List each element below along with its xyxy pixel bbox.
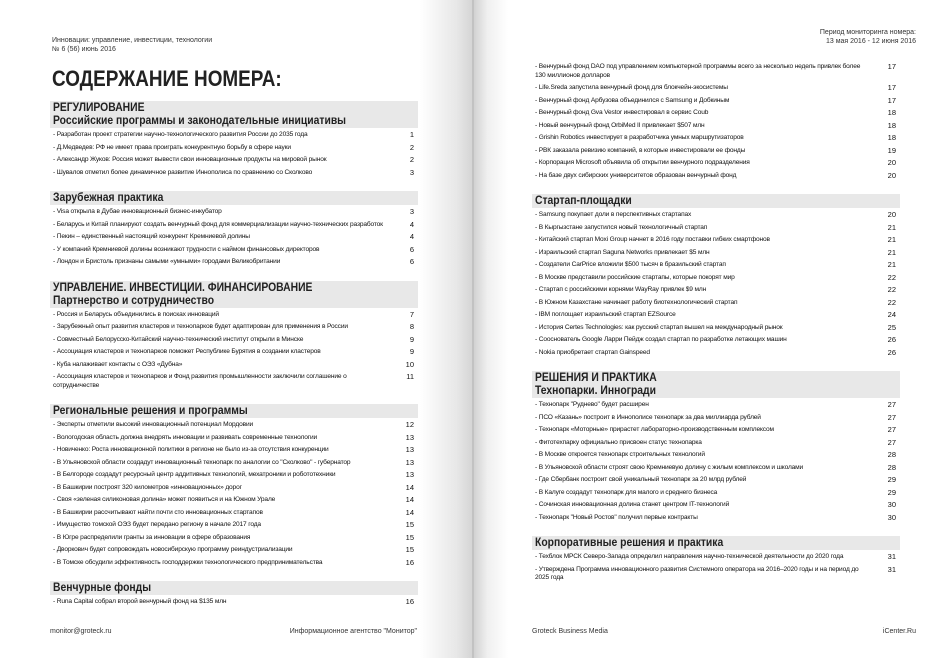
toc-entry-page-number: 20	[887, 210, 896, 219]
toc-entry[interactable]	[532, 120, 900, 133]
toc-entry-page-number: 17	[887, 83, 896, 92]
toc-entry-title: - Шувалов отметил более динамичное развитие Иннополиса по сравнению со Сколково	[53, 168, 313, 176]
section-header	[50, 281, 418, 308]
toc-entry[interactable]	[50, 432, 418, 445]
toc-entry[interactable]	[532, 462, 900, 475]
toc-entry-page-number: 17	[887, 95, 896, 105]
toc-entry-title: - В Башкирии рассчитывают найти почти сто инновационных стартапов	[53, 508, 263, 516]
toc-entry-title: - Стартап с российскими корнями WayRay привлек $9 млн	[535, 286, 707, 293]
toc-entry-page-number: 11	[406, 372, 414, 381]
toc-entry-title: - Life.Sreda запустила венчурный фонд для блокчейн-экосистемы	[535, 84, 728, 91]
toc-entry[interactable]	[532, 424, 900, 437]
toc-entry[interactable]	[532, 107, 900, 120]
toc-entry[interactable]	[50, 129, 418, 142]
section-header	[532, 194, 900, 208]
toc-entry-title: - В Калуге создадут технопарк для малого и среднего бизнеса	[535, 488, 718, 496]
toc-entry-page-number: 2	[409, 142, 414, 152]
toc-entry-page-number: 14	[405, 495, 414, 504]
toc-entry-page-number: 3	[409, 167, 414, 177]
toc-entry-title: - Создатели CarPrice вложили $500 тысяч в бразильский стартап	[535, 261, 726, 268]
section-header	[50, 191, 418, 205]
toc-entry[interactable]	[50, 494, 418, 507]
toc-item-list	[532, 60, 900, 182]
toc-item-list	[50, 595, 418, 609]
toc-entry[interactable]	[50, 321, 418, 334]
toc-entry-page-number: 7	[409, 309, 414, 319]
toc-entry[interactable]	[532, 347, 900, 360]
toc-entry[interactable]	[50, 544, 418, 557]
toc-entry-page-number: 30	[887, 500, 896, 509]
section-category: УПРАВЛЕНИЕ. ИНВЕСТИЦИИ. ФИНАНСИРОВАНИЕ	[53, 281, 313, 294]
toc-entry[interactable]	[532, 334, 900, 347]
toc-entry[interactable]	[532, 157, 900, 170]
toc-entry-title: - Grishin Robotics инвестирует в разработчика умных маршрутизаторов	[535, 134, 744, 141]
section-title: Стартап-площадки	[535, 195, 632, 207]
toc-entry-page-number: 26	[887, 347, 896, 357]
section-title: Зарубежная практика	[53, 192, 164, 204]
toc-entry-page-number: 8	[409, 322, 414, 331]
toc-entry-page-number: 21	[887, 260, 896, 269]
toc-entry-page-number: 18	[887, 133, 896, 142]
toc-entry-page-number: 1	[409, 130, 414, 139]
toc-entry[interactable]	[532, 209, 900, 222]
toc-entry-title: - Венчурный фонд DAO под управлением компьютерной программы всего за несколько недель привлек более 130 миллионов долларов	[535, 63, 861, 79]
toc-entry-page-number: 26	[887, 335, 896, 344]
page-title: СОДЕРЖАНИЕ НОМЕРА:	[52, 66, 282, 91]
toc-entry[interactable]	[50, 532, 418, 545]
toc-entry[interactable]	[532, 61, 900, 82]
toc-entry-title: - Д.Медведев: РФ не имеет права проиграть конкурентную борьбу в сфере науки	[53, 143, 291, 151]
toc-entry-page-number: 13	[405, 445, 414, 454]
toc-entry[interactable]	[532, 322, 900, 335]
toc-entry[interactable]	[50, 507, 418, 520]
toc-entry-title: - Александр Жуков: Россия может вывести свои инновационные продукты на мировой рынок	[53, 156, 327, 163]
toc-entry[interactable]	[50, 256, 418, 269]
toc-entry-page-number: 4	[409, 232, 414, 241]
section-title: Технопарки. Инногради	[535, 385, 656, 397]
toc-entry[interactable]	[50, 359, 418, 372]
toc-entry-title: - Венчурный фонд Gva Vestor инвестировал в сервис Coub	[535, 109, 709, 116]
toc-entry[interactable]	[532, 272, 900, 285]
section-header	[532, 371, 900, 398]
toc-entry[interactable]	[532, 512, 900, 525]
toc-entry-page-number: 20	[887, 170, 896, 180]
toc-entry-title: - ПСО «Казань» построит в Иннополисе технопарк за два миллиарда рублей	[535, 413, 761, 421]
toc-entry-title: - Технопарк «Моторные» прирастет лабораторно-производственным комплексом	[535, 426, 774, 433]
section-title: Партнерство и сотрудничество	[53, 294, 215, 307]
toc-entry-title: - Эксперты отметили высокий инновационный потенциал Мордовии	[53, 421, 254, 428]
toc-entry-page-number: 22	[887, 272, 896, 282]
toc-entry[interactable]	[532, 551, 900, 564]
toc-entry-page-number: 29	[887, 487, 896, 497]
toc-entry-title: - В Томске обсудили эффективность господдержки технологического предпринимательства	[53, 558, 323, 566]
toc-entry[interactable]	[50, 444, 418, 457]
toc-item-list	[532, 208, 900, 359]
toc-entry[interactable]	[50, 482, 418, 495]
monitoring-period	[820, 28, 916, 46]
toc-item-list	[532, 550, 900, 585]
section-title: Венчурные фонды	[53, 582, 152, 594]
toc-entry-page-number: 31	[887, 564, 896, 574]
toc-entry-title: - Израильский стартап Saguna Networks привлекает $5 млн	[535, 248, 710, 256]
toc-entry[interactable]	[532, 487, 900, 500]
toc-entry-page-number: 18	[887, 108, 896, 117]
toc-entry-title: - Лондон и Бристоль признаны самыми «умными» городами Великобритании	[53, 258, 281, 265]
period-dates: 13 мая 2016 - 12 июня 2016	[825, 38, 916, 45]
table-of-contents-left	[50, 101, 418, 621]
toc-entry-page-number: 31	[887, 552, 896, 561]
toc-entry-page-number: 22	[887, 297, 896, 307]
toc-entry-title: - Венчурный фонд Арбузова объединился с Samsung и Добкиным	[535, 96, 730, 104]
toc-entry[interactable]	[50, 469, 418, 482]
toc-entry[interactable]	[50, 142, 418, 155]
toc-entry[interactable]	[532, 437, 900, 450]
toc-entry-page-number: 28	[887, 462, 896, 472]
toc-section	[50, 581, 418, 609]
toc-item-list	[532, 398, 900, 524]
toc-entry[interactable]	[532, 170, 900, 183]
toc-section	[50, 101, 418, 179]
toc-entry[interactable]	[50, 596, 418, 609]
toc-entry-title: - Сочинская инновационная долина станет центром IT-технологий	[535, 501, 730, 508]
toc-entry[interactable]	[532, 284, 900, 297]
section-header	[50, 404, 418, 418]
toc-entry-title: - Корпорация Microsoft объявила об открытии венчурного подразделения	[535, 159, 750, 166]
toc-entry-title: - Разработан проект стратегии научно-технологического развития России до 2035 года	[53, 131, 308, 138]
toc-entry-title: - В Ульяновской области создадут инновационный технопарк по аналогии со "Сколково" - губернатор	[53, 458, 351, 466]
toc-entry[interactable]	[50, 457, 418, 470]
toc-entry-page-number: 14	[405, 507, 414, 517]
section-header	[532, 536, 900, 550]
toc-entry-title: - В Москве откроется технопарк строительных технологий	[535, 451, 705, 458]
toc-entry[interactable]	[532, 309, 900, 322]
toc-entry-title: - РВК заказала ревизию компаний, в которые инвестировали ее фонды	[535, 146, 746, 154]
toc-entry[interactable]	[532, 132, 900, 145]
toc-entry-title: - В Белгороде создадут ресурсный центр аддитивных технологий, мехатроники и робототехники	[53, 471, 336, 478]
toc-entry-page-number: 28	[887, 450, 896, 459]
toc-entry[interactable]	[50, 231, 418, 244]
toc-entry-page-number: 25	[887, 322, 896, 332]
section-header	[50, 101, 418, 128]
toc-section	[532, 536, 900, 585]
period-label: Период мониторинга номера:	[819, 29, 916, 36]
toc-entry-page-number: 13	[405, 432, 414, 442]
toc-entry-title: - Новиченко: Роста инновационной политики в регионе не было из-за отсутствия конкуренции	[53, 446, 329, 453]
toc-entry[interactable]	[50, 371, 418, 392]
toc-entry-title: - В Южном Казахстане начинает работу биотехнологический стартап	[535, 298, 738, 306]
toc-entry-page-number: 15	[405, 520, 414, 529]
toc-entry-page-number: 21	[887, 235, 896, 244]
footer-email[interactable]: monitor@groteck.ru	[50, 628, 112, 635]
toc-entry-page-number: 4	[409, 219, 414, 229]
toc-entry-title: - Беларусь и Китай планируют создать венчурный фонд для коммерциализации научно-технических разработок	[53, 220, 383, 228]
toc-entry[interactable]	[532, 449, 900, 462]
toc-entry-page-number: 27	[887, 400, 896, 409]
toc-entry[interactable]	[50, 244, 418, 257]
toc-entry-page-number: 15	[405, 532, 414, 542]
toc-entry-title: - В Башкирии построят 320 километров «инновационных» дорог	[53, 483, 242, 491]
toc-entry-page-number: 16	[405, 597, 414, 606]
toc-entry-title: - На базе двух сибирских университетов образован венчурный фонд	[535, 171, 737, 179]
toc-entry-page-number: 12	[405, 420, 414, 429]
toc-entry[interactable]	[50, 154, 418, 167]
toc-entry-title: - Своя «зеленая силиконовая долина» может появиться и на Южном Урале	[53, 496, 276, 503]
toc-entry[interactable]	[532, 222, 900, 235]
toc-entry-title: - Nokia приобретает стартап Gainspeed	[535, 348, 650, 356]
toc-item-list	[50, 128, 418, 179]
toc-entry-title: - Ассоциация кластеров и технопарков и Фонд развития промышленности заключили соглашение о сотрудничестве	[53, 373, 347, 389]
toc-item-list	[50, 205, 418, 269]
toc-entry-title: - В Ульяновской области строят свою Кремниевую долину с жилым комплексом и школами	[535, 463, 804, 471]
toc-entry-page-number: 24	[887, 310, 896, 319]
toc-entry-page-number: 2	[409, 155, 414, 164]
toc-entry[interactable]	[532, 297, 900, 310]
toc-entry-title: - Куба налаживает контакты с ОЭЗ «Дубна»	[53, 360, 183, 368]
toc-entry-page-number: 19	[887, 145, 896, 155]
toc-section	[50, 281, 418, 393]
toc-entry[interactable]	[532, 474, 900, 487]
toc-entry-title: - Зарубежный опыт развития кластеров и технопарков будет адаптирован для применения в России	[53, 323, 348, 330]
toc-entry-title: - Где Сбербанк построит свой уникальный технопарк за 20 млрд рублей	[535, 476, 747, 483]
toc-section	[532, 60, 900, 182]
toc-entry-title: - Новый венчурный фонд OrbiMed II привлекает $507 млн	[535, 121, 705, 129]
toc-entry-page-number: 3	[409, 207, 414, 216]
toc-entry-title: - Samsung покупает доли в перспективных стартапах	[535, 211, 692, 218]
toc-entry[interactable]	[50, 206, 418, 219]
toc-entry-page-number: 21	[887, 222, 896, 232]
toc-entry-page-number: 30	[887, 512, 896, 522]
toc-entry[interactable]	[50, 419, 418, 432]
toc-entry[interactable]	[50, 346, 418, 359]
toc-entry-title: - Россия и Беларусь объединились в поисках инноваций	[53, 310, 219, 318]
section-title: Российские программы и законодательные инициативы	[53, 115, 347, 127]
toc-entry-title: - Дворкович будет сопровождать новосибирскую программу реиндустриализации	[53, 546, 293, 553]
toc-entry-page-number: 20	[887, 158, 896, 167]
toc-entry-page-number: 9	[409, 334, 414, 344]
toc-section	[50, 404, 418, 569]
table-of-contents-right	[532, 60, 900, 597]
toc-entry-title: - Фитотехпарку официально присвоен статус технопарка	[535, 438, 702, 446]
right-page	[473, 0, 946, 658]
toc-entry-page-number: 21	[887, 247, 896, 257]
toc-entry[interactable]	[532, 145, 900, 158]
toc-entry-title: - Сооснователь Google Ларри Пейдж создал стартап по разработке летающих машин	[535, 336, 787, 343]
toc-entry-page-number: 13	[405, 457, 414, 467]
section-category: РЕШЕНИЯ И ПРАКТИКА	[535, 372, 657, 384]
toc-entry-title: - Вологодская область должна внедрять инновации и развивать современные технологии	[53, 433, 318, 441]
toc-entry-title: - Технопарк "Новый Ростов" получил первые контракты	[535, 513, 698, 521]
toc-entry-page-number: 17	[887, 62, 896, 71]
toc-entry[interactable]	[50, 519, 418, 532]
journal-header	[52, 36, 212, 54]
toc-item-list	[50, 418, 418, 569]
toc-entry[interactable]	[50, 167, 418, 180]
toc-entry-page-number: 27	[887, 437, 896, 447]
toc-entry-page-number: 15	[405, 545, 414, 554]
footer-site[interactable]: iCenter.Ru	[882, 628, 916, 635]
toc-entry[interactable]	[532, 95, 900, 108]
toc-entry[interactable]	[50, 334, 418, 347]
toc-entry-title: - Runa Capital собрал второй венчурный фонд на $135 млн	[53, 598, 227, 605]
toc-entry-page-number: 16	[405, 557, 414, 567]
toc-entry-page-number: 6	[409, 244, 414, 254]
toc-entry-title: - IBM поглощает израильский стартап EZSource	[535, 311, 676, 318]
toc-entry[interactable]	[532, 259, 900, 272]
toc-entry-title: - Утверждена Программа инновационного развития Системного оператора на 2016–2020 годы и на период до 2025 года	[535, 565, 859, 581]
toc-section	[50, 191, 418, 269]
toc-entry-page-number: 13	[405, 470, 414, 479]
section-category: РЕГУЛИРОВАНИЕ	[53, 102, 145, 114]
toc-entry[interactable]	[532, 82, 900, 95]
toc-entry[interactable]	[50, 219, 418, 232]
toc-item-list	[50, 308, 418, 393]
toc-entry-title: - У компаний Кремниевой долины возникают трудности с наймом финансовых директоров	[53, 245, 320, 253]
toc-entry[interactable]	[532, 247, 900, 260]
toc-entry-title: - Технопарк "Руднево" будет расширен	[535, 401, 649, 408]
toc-entry-title: - В Кыргызстане запустился новый технологичный стартап	[535, 223, 708, 231]
toc-entry[interactable]	[532, 399, 900, 412]
toc-entry-title: - Пекин – единственный настоящий конкурент Кремниевой долины	[53, 233, 250, 240]
toc-entry[interactable]	[532, 499, 900, 512]
toc-entry-page-number: 6	[409, 257, 414, 266]
toc-entry-page-number: 27	[887, 412, 896, 422]
toc-entry-title: - Китайский стартап Moxi Group начнет в 2016 году поставки гибких смартфонов	[535, 236, 770, 243]
toc-entry-title: - Ассоциация кластеров и технопарков поможет Республике Бурятия в создании кластеров	[53, 348, 321, 355]
toc-entry-title: - Имущество томской ОЭЗ будет передано региону в начале 2017 года	[53, 521, 261, 528]
footer-agency: Информационное агентство "Монитор"	[289, 628, 417, 635]
toc-section	[532, 194, 900, 359]
toc-section	[532, 371, 900, 524]
section-header	[50, 581, 418, 595]
toc-entry-title: - Техблок МРСК Северо-Запада определил направления научно-технической деятельности до 2020 года	[535, 553, 844, 560]
toc-entry-title: - В Югре распределили гранты за инновации в сфере образования	[53, 533, 251, 541]
journal-title: Инновации: управление, инвестиции, технологии	[52, 37, 213, 44]
toc-entry-title: - Visa открыла в Дубае инновационный бизнес-инкубатор	[53, 208, 222, 215]
section-title: Региональные решения и программы	[53, 405, 248, 417]
toc-entry-title: - История Certes Technologies: как русский стартап вышел на международный рынок	[535, 323, 783, 331]
toc-entry-page-number: 27	[887, 425, 896, 434]
issue-number: № 6 (56) июнь 2016	[52, 46, 116, 53]
toc-entry-title: - В Москве представили российские стартапы, которые покорят мир	[535, 273, 735, 281]
toc-entry[interactable]	[532, 234, 900, 247]
toc-entry-page-number: 18	[887, 120, 896, 130]
toc-entry-page-number: 10	[405, 359, 414, 369]
toc-entry-title: - Совместный Белорусско-Китайский научно-технический институт открыли в Минске	[53, 335, 304, 343]
toc-entry-page-number: 29	[887, 475, 896, 484]
toc-entry[interactable]	[50, 557, 418, 570]
toc-entry-page-number: 14	[405, 482, 414, 492]
toc-entry[interactable]	[532, 412, 900, 425]
toc-entry-page-number: 9	[409, 347, 414, 356]
toc-entry-page-number: 22	[887, 285, 896, 294]
section-title: Корпоративные решения и практика	[535, 537, 724, 549]
toc-entry[interactable]	[532, 564, 900, 585]
footer-publisher: Groteck Business Media	[532, 628, 608, 635]
toc-entry[interactable]	[50, 309, 418, 322]
